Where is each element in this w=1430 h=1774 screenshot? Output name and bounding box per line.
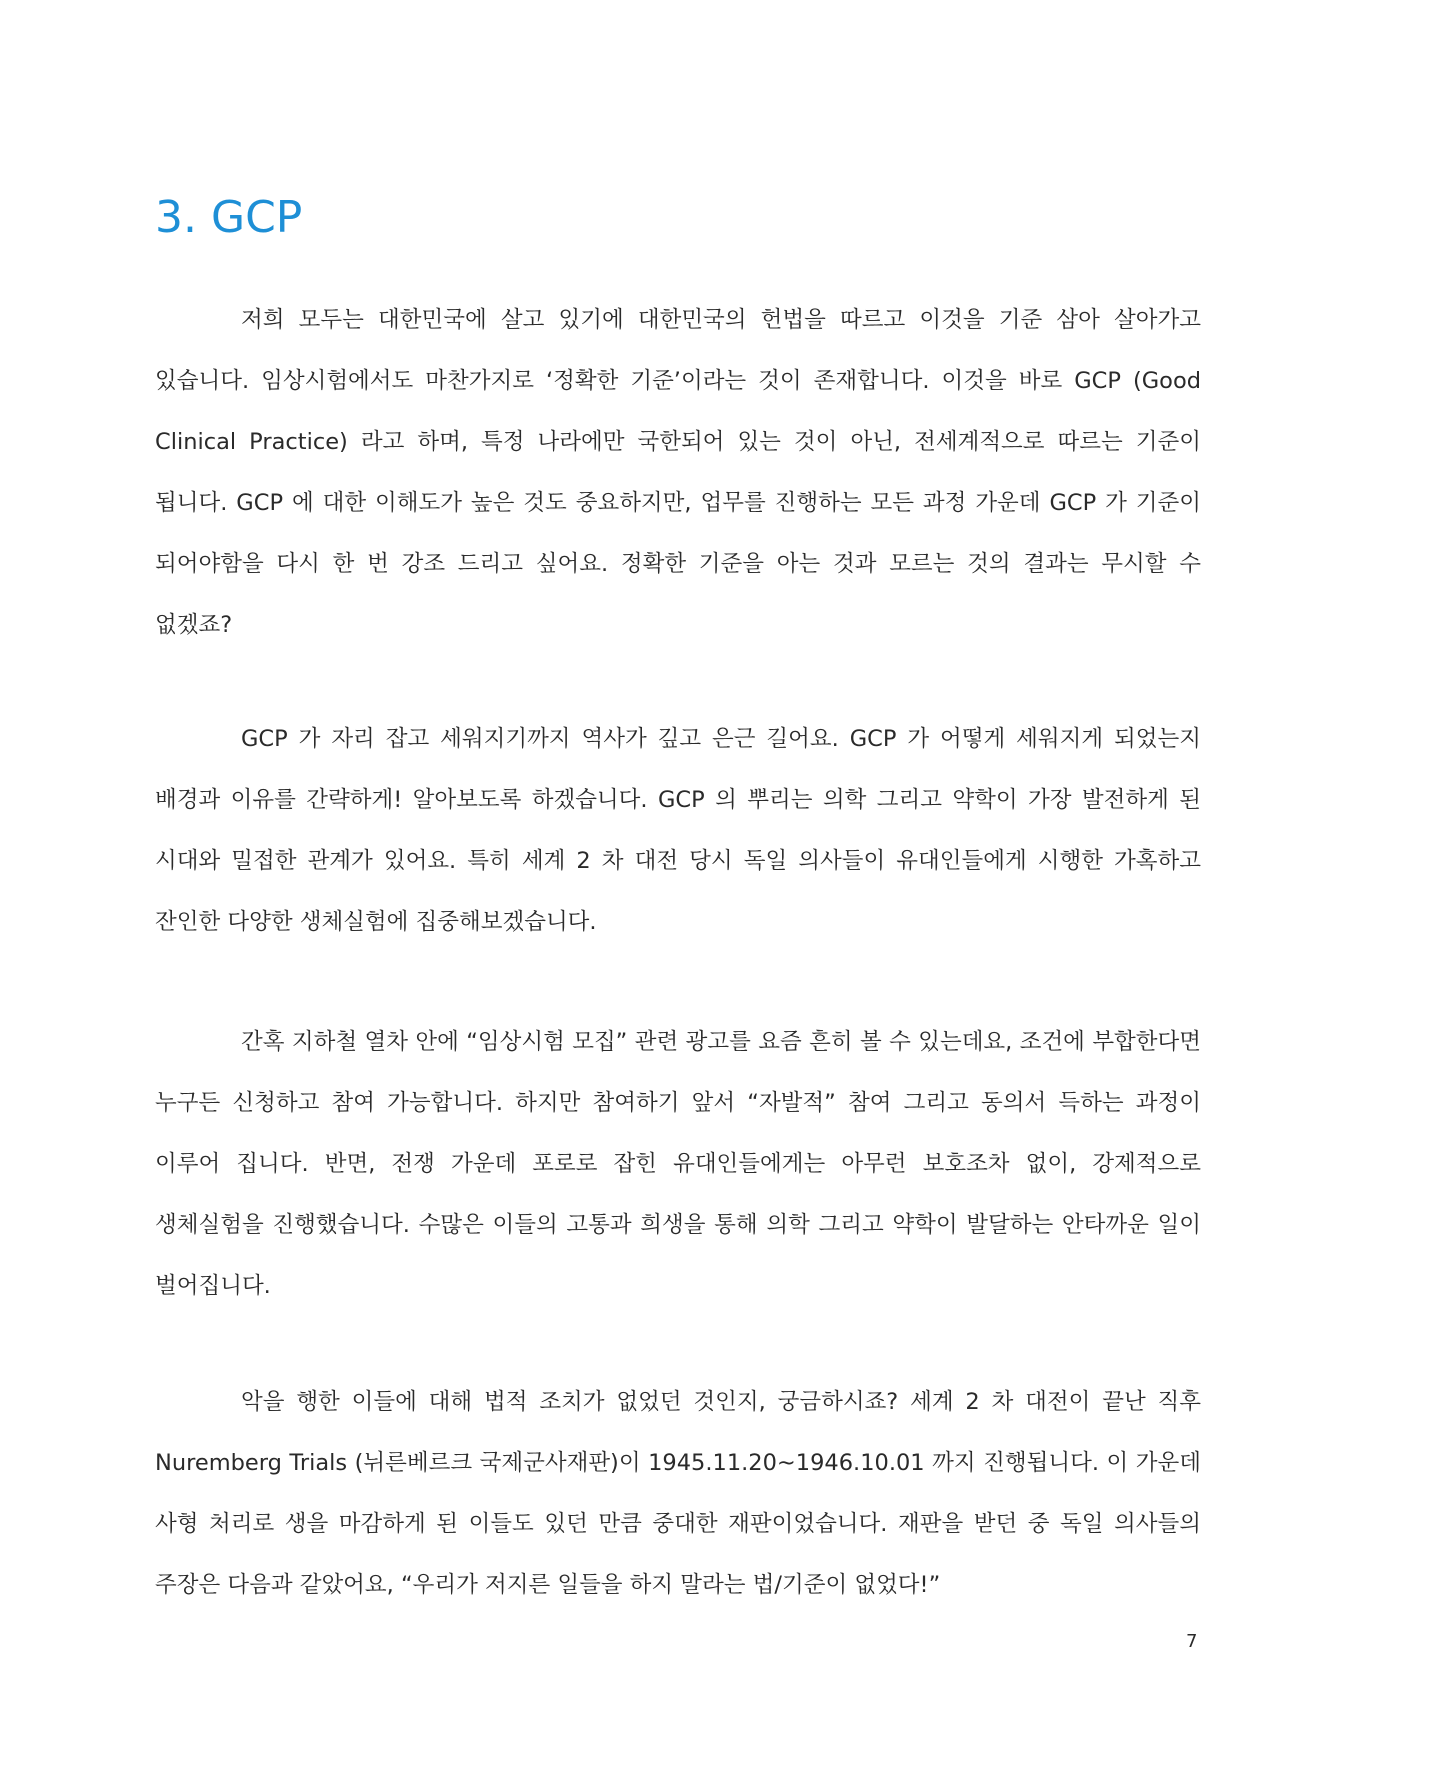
- paragraph-nuremberg-trials: 악을 행한 이들에 대해 법적 조치가 없었던 것인지, 궁금하시죠? 세계 2 차 대전이 끝난 직후 Nuremberg Trials (뉘른베르크 국제군사재판)이 1945.11.20~1946.10.01 까지 진행됩니다. 이 가운데 사형 처리로 생을 마감하게 된 이들도 있던 만큼 중대한 재판이었습니다. 재판을 받던 중 독일 의사들의 주장은 다음과 같았어요, “우리가 저지른 일들을 하지 말라는 법/기준이 없었다!”: [155, 1389, 1201, 1598]
- paragraph-clinical-trial-recruitment: 간혹 지하철 열차 안에 “임상시험 모집” 관련 광고를 요즘 흔히 볼 수 있는데요, 조건에 부합한다면 누구든 신청하고 참여 가능합니다. 하지만 참여하기 앞서 “자발적” 참여 그리고 동의서 득하는 과정이 이루어 집니다. 반면, 전쟁 가운데 포로로 잡힌 유대인들에게는 아무런 보호조차 없이, 강제적으로 생체실험을 진행했습니다. 수많은 이들의 고통과 희생을 통해 의학 그리고 약학이 발달하는 안타까운 일이 벌어집니다.: [155, 1029, 1201, 1299]
- paragraph-gcp-history: GCP 가 자리 잡고 세워지기까지 역사가 깊고 은근 길어요. GCP 가 어떻게 세워지게 되었는지 배경과 이유를 간략하게! 알아보도록 하겠습니다. GCP 의 뿌리는 의학 그리고 약학이 가장 발전하게 된 시대와 밀접한 관계가 있어요. 특히 세계 2 차 대전 당시 독일 의사들이 유대인들에게 시행한 가혹하고 잔인한 다양한 생체실험에 집중해보겠습니다.: [155, 726, 1201, 935]
- page-number: 7: [1186, 1631, 1198, 1652]
- paragraph-intro-gcp: 저희 모두는 대한민국에 살고 있기에 대한민국의 헌법을 따르고 이것을 기준 삼아 살아가고 있습니다. 임상시험에서도 마찬가지로 ‘정확한 기준’이라는 것이 존재합니다. 이것을 바로 GCP (Good Clinical Practice) 라고 하며, 특정 나라에만 국한되어 있는 것이 아닌, 전세계적으로 따르는 기준이 됩니다. GCP 에 대한 이해도가 높은 것도 중요하지만, 업무를 진행하는 모든 과정 가운데 GCP 가 기준이 되어야함을 다시 한 번 강조 드리고 싶어요. 정확한 기준을 아는 것과 모르는 것의 결과는 무시할 수 없겠죠?: [155, 307, 1201, 638]
- section-heading: 3. GCP: [155, 192, 303, 243]
